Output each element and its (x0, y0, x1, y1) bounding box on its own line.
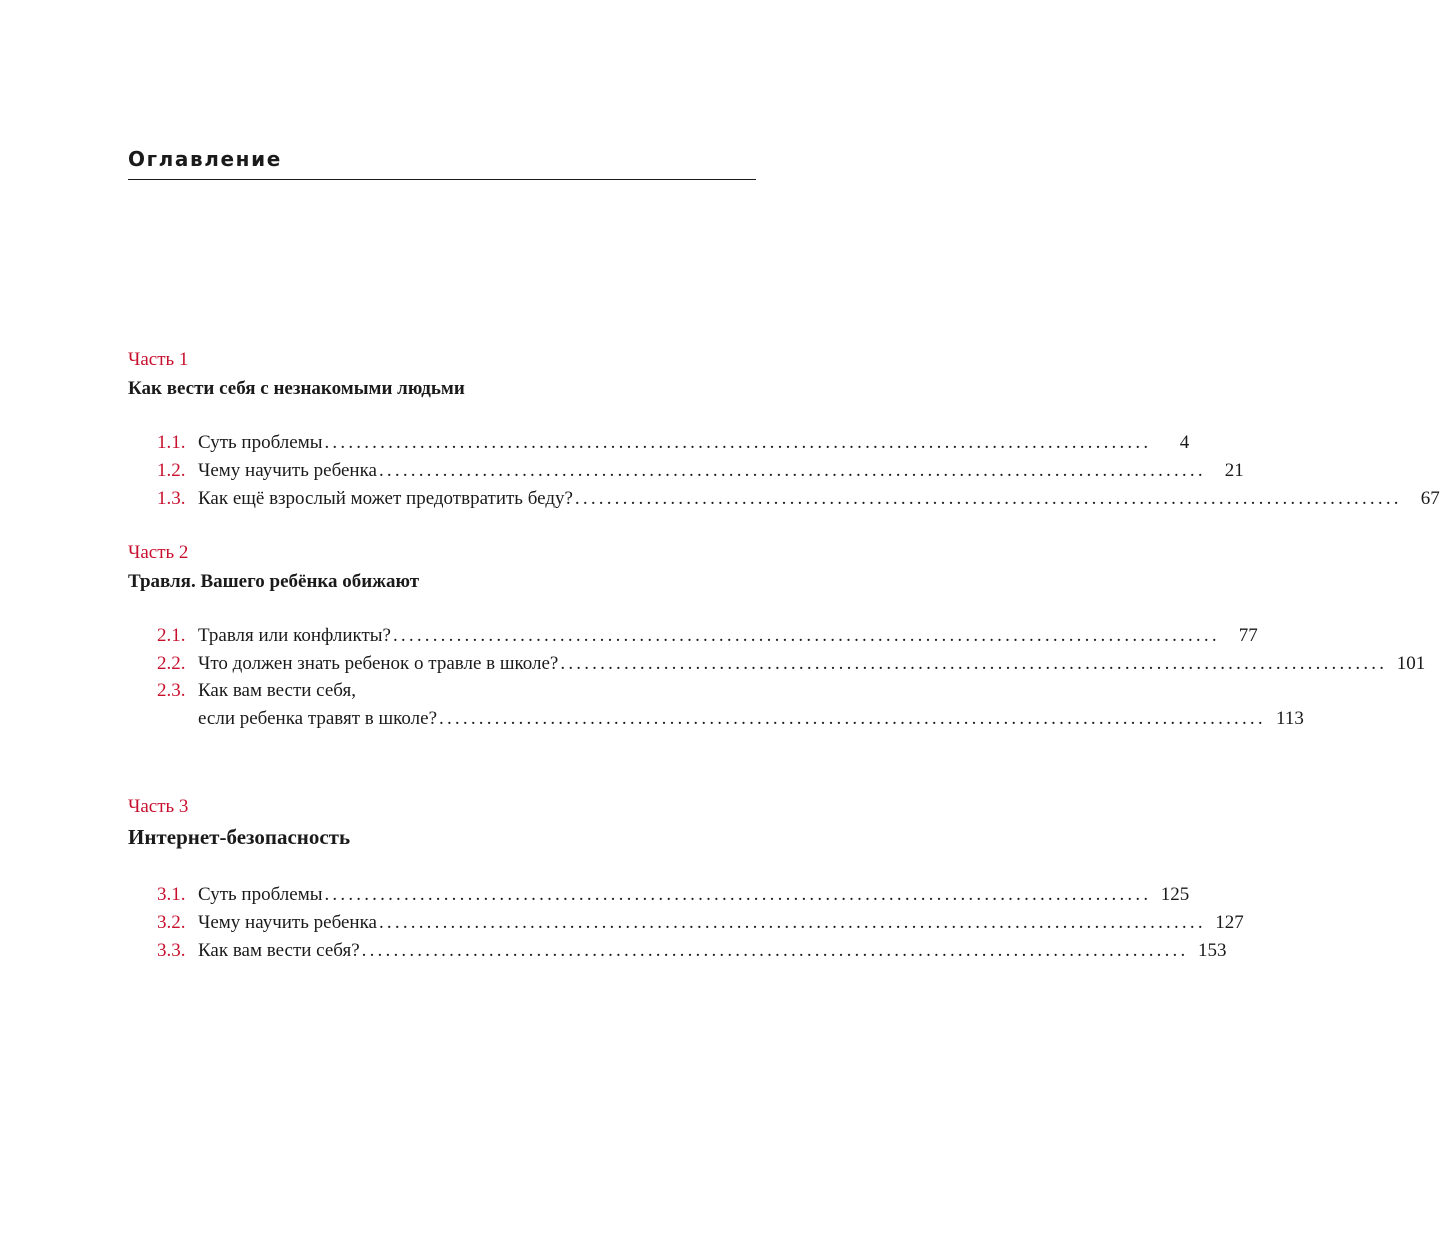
toc-entry-2-1[interactable] (157, 623, 1258, 649)
leader-dots: ........................................................................................................ (574, 488, 1402, 509)
entry-number: 1.1. (157, 432, 186, 453)
entry-title: Суть проблемы (198, 884, 323, 905)
entry-number: 2.1. (157, 625, 186, 646)
entry-page-number: 125 (1160, 884, 1190, 905)
toc-entry-1-2[interactable] (157, 458, 1244, 484)
part-1-heading: Как вести себя с незнакомыми людьми (128, 378, 465, 399)
part-3-heading: Интернет-безопасность (128, 825, 351, 849)
toc-entry-2-3[interactable] (157, 678, 744, 704)
part-2-heading: Травля. Вашего ребёнка обижают (128, 571, 420, 592)
entry-page-number: 113 (1276, 708, 1304, 729)
toc-entry-3-2[interactable] (157, 910, 1244, 936)
title-divider (128, 179, 756, 180)
entry-number: 2.2. (157, 653, 186, 674)
toc-entry-1-3[interactable] (157, 486, 1440, 512)
leader-dots: ........................................................................................................ (439, 708, 1266, 729)
entry-number: 3.1. (157, 884, 186, 905)
entry-number: 3.2. (157, 912, 186, 933)
entry-title: Как вам вести себя, (198, 680, 356, 701)
toc-entry-2-2[interactable] (157, 651, 1426, 677)
entry-page-number: 101 (1396, 653, 1426, 674)
entry-title-continued: если ребенка травят в школе? (198, 708, 438, 729)
entry-page-number: 127 (1215, 912, 1244, 933)
toc-entry-1-1[interactable] (157, 430, 1190, 456)
toc-entry-3-3[interactable] (157, 938, 1227, 964)
part-1-label: Часть 1 (128, 349, 189, 370)
page-title: Оглавление (128, 147, 282, 171)
leader-dots: ........................................................................................................ (324, 432, 1152, 453)
entry-number: 1.2. (157, 460, 186, 481)
entry-page-number: 77 (1238, 625, 1258, 646)
leader-dots: ........................................................................................................ (378, 912, 1206, 933)
entry-title: Травля или конфликты? (198, 625, 391, 646)
leader-dots: ........................................................................................................ (361, 940, 1189, 961)
entry-page-number: 4 (1179, 432, 1190, 453)
entry-title: Как ещё взрослый может предотвратить беду? (198, 488, 573, 509)
toc-entry-3-1[interactable] (157, 882, 1190, 908)
part-3-label: Часть 3 (128, 796, 189, 817)
entry-title: Чему научить ребенка (198, 912, 377, 933)
entry-title: Чему научить ребенка (198, 460, 377, 481)
toc-entry-2-3-continued[interactable] (198, 706, 1304, 732)
leader-dots: ........................................................................................................ (378, 460, 1206, 481)
entry-title: Суть проблемы (198, 432, 323, 453)
entry-page-number: 153 (1197, 940, 1227, 961)
entry-number: 1.3. (157, 488, 186, 509)
leader-dots: ........................................................................................................ (560, 653, 1388, 674)
entry-title: Что должен знать ребенок о травле в школе? (198, 653, 559, 674)
leader-dots: ........................................................................................................ (392, 625, 1220, 646)
entry-page-number: 21 (1224, 460, 1244, 481)
entry-title: Как вам вести себя? (198, 940, 360, 961)
entry-page-number: 67 (1420, 488, 1440, 509)
entry-number: 2.3. (157, 680, 186, 701)
leader-dots: ........................................................................................................ (324, 884, 1152, 905)
part-2-label: Часть 2 (128, 542, 189, 563)
entry-number: 3.3. (157, 940, 186, 961)
